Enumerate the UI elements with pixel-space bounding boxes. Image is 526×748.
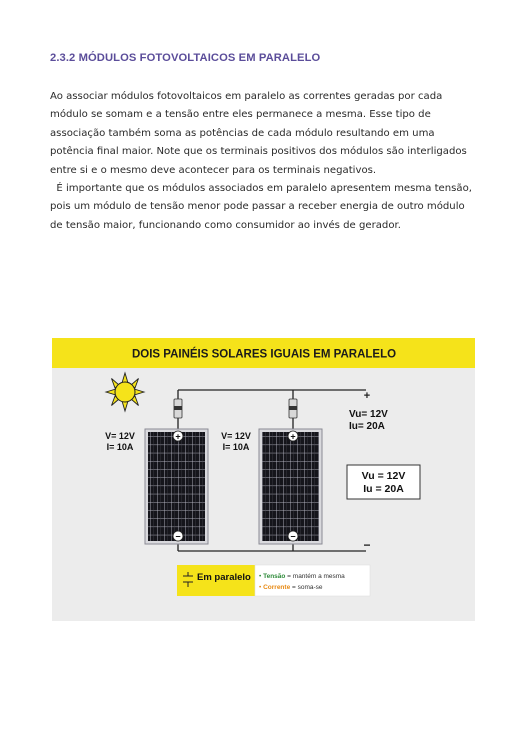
paragraph-2: É importante que os módulos associados em paralelo apresentem mesma tensão, pois um módulo de tensão menor pode passar a receber energia de outro módulo de tensão maior, funcionando como consumidor ao invés de gerador. [50, 183, 476, 231]
parallel-panels-figure [52, 338, 475, 621]
output-box-current: Iu = 20A [363, 483, 404, 495]
output-box [347, 465, 420, 499]
panel-1-negative-terminal [173, 531, 183, 542]
diode-1 [174, 399, 182, 418]
solar-panel-2 [259, 429, 322, 544]
panel-2-positive-terminal [288, 431, 298, 442]
output-box-voltage: Vu = 12V [361, 470, 406, 482]
figure-title: DOIS PAINÉIS SOLARES IGUAIS EM PARALELO [131, 348, 397, 361]
body-text [50, 88, 474, 235]
panel-1-positive-terminal [173, 431, 183, 442]
output-plus-sign: + [363, 390, 371, 402]
output-minus-sign: − [363, 538, 371, 552]
panel-2-voltage: V= 12V [221, 431, 251, 441]
panel-1-current: I= 10A [106, 442, 134, 452]
parallel-diagram [52, 338, 475, 621]
section-heading: 2.3.2 MÓDULOS FOTOVOLTAICOS EM PARALELO [50, 52, 321, 64]
svg-text:−: − [175, 531, 181, 542]
svg-text:+: + [290, 431, 296, 442]
legend [177, 565, 370, 596]
legend-item-tension: • Tensão = mantém a mesma [259, 573, 345, 580]
svg-text:−: − [290, 531, 296, 542]
svg-text:+: + [175, 431, 181, 442]
sun-icon [106, 373, 144, 411]
output-top-current: Iu= 20A [349, 421, 385, 432]
solar-panel-1 [145, 429, 208, 544]
legend-item-current: • Corrente = soma-se [259, 584, 323, 591]
paragraph-1: Ao associar módulos fotovoltaicos em paralelo as correntes geradas por cada módulo se somam e a tensão entre eles permanece a mesma. Esse tipo de associação também soma as potências de cada módulo resultando em uma potência final maior. Note que os terminais positivos dos módulos são interligados entre si e o mesmo deve acontecer para os terminais negativos. [50, 91, 467, 176]
legend-label: Em paralelo [197, 572, 251, 583]
panel-1-voltage: V= 12V [105, 431, 135, 441]
panel-2-current: I= 10A [222, 442, 250, 452]
output-top-voltage: Vu= 12V [349, 409, 388, 420]
diode-2 [289, 399, 297, 418]
panel-2-negative-terminal [288, 531, 298, 542]
